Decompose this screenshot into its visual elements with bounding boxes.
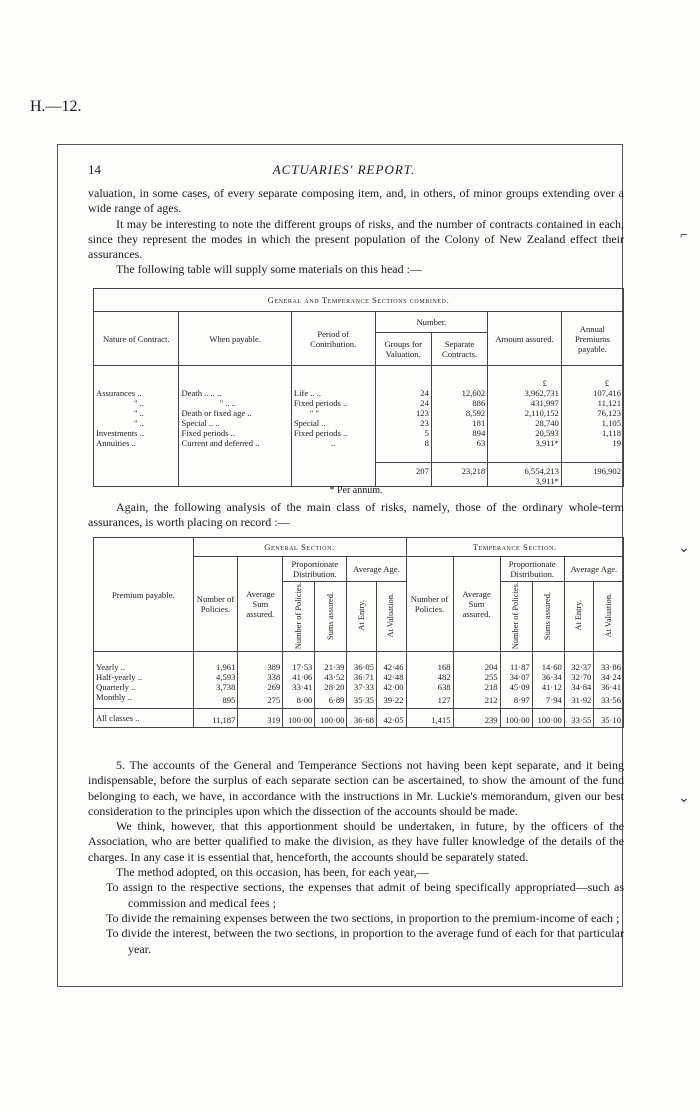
general-cell: 17·53 (283, 652, 315, 673)
total-groups: 207 (375, 462, 431, 486)
mid-paragraph: Again, the following analysis of the main class of risks, namely, those of the ordinary whole-term assurances, is worth placing on record :— (88, 500, 624, 530)
cell-groups: 5 (375, 428, 431, 438)
cell-when: Special .. .. (179, 418, 291, 428)
cell-amount: 431,997 (488, 398, 562, 408)
temperance-cell: 218 (453, 682, 500, 692)
row-label: Half-yearly .. (96, 672, 143, 683)
temperance-cell: 31·92 (564, 692, 594, 709)
table-row (94, 652, 624, 673)
temperance-cell: 33·56 (594, 692, 624, 709)
cell-period: Special .. (291, 418, 375, 428)
cell-groups: 24 (375, 388, 431, 398)
general-cell: 1,961 (193, 652, 238, 673)
col-header-premium: Premium payable. (94, 538, 194, 652)
general-cell: 275 (238, 692, 283, 709)
col-header-number: Number of Policies. (406, 557, 453, 652)
cell-nature: Annuities .. (96, 438, 136, 448)
margin-mark: ⌄ (678, 791, 690, 806)
temperance-cell: 212 (453, 692, 500, 709)
total-premium: 196,902 (561, 462, 623, 486)
table-row (94, 682, 624, 692)
col-header-nature: Nature of Contract. (94, 312, 179, 366)
col-header-average: Average Sum assured. (238, 557, 283, 652)
table-row (94, 398, 624, 408)
temperance-cell: 33·55 (564, 709, 594, 728)
temperance-cell: 34·07 (500, 672, 532, 682)
col-header-age: Average Age. (564, 557, 623, 582)
sub-header-valuation: At Valuation. (386, 593, 396, 638)
row-label: Quarterly .. (96, 682, 136, 693)
total-amount: 6,554,213 (524, 465, 559, 476)
list-item: To divide the remaining expenses between the two sections, in proportion to the premium-income of each ; (106, 910, 620, 925)
general-cell: 35·35 (347, 692, 377, 709)
temperance-cell: 45·09 (500, 682, 532, 692)
general-cell: 43·52 (315, 672, 347, 682)
general-cell: 28·20 (315, 682, 347, 692)
footnote: * Per annum. (329, 485, 383, 496)
margin-mark: ⌐ (680, 228, 688, 243)
cell-groups: 24 (375, 398, 431, 408)
list-item: To assign to the respective sections, the expenses that admit of being specifically appropriated—such as commission and medical fees ; (106, 880, 624, 910)
cell-amount: 3,962,731 (488, 388, 562, 398)
sub-header-policies: Number of Policies. (511, 582, 521, 650)
analysis-table (93, 537, 624, 728)
table-row (94, 438, 624, 462)
temperance-cell: 239 (453, 709, 500, 728)
cell-nature: Investments .. (96, 428, 144, 438)
col-header-when: When payable. (179, 312, 291, 366)
table-row (94, 672, 624, 682)
general-cell: 6·89 (315, 692, 347, 709)
cell-nature: Assurances .. (96, 388, 142, 398)
sub-header-valuation: At Valuation. (603, 593, 613, 638)
total-annuity: 3,911* (535, 475, 559, 486)
sub-header-sums: Sums assured. (543, 591, 553, 640)
cell-when: Fixed periods .. (179, 428, 291, 438)
general-cell: 36·68 (347, 709, 377, 728)
cell-amount: 3,911* (488, 438, 562, 462)
currency-symbol: £ (561, 366, 623, 389)
general-cell: 36·71 (347, 672, 377, 682)
table-row (94, 418, 624, 428)
currency-symbol: £ (488, 366, 562, 389)
cell-groups: 8 (375, 438, 431, 462)
general-section-header: General Section. (193, 538, 406, 557)
cell-when: " .. .. (179, 398, 291, 408)
body-paragraph: We think, however, that this apportionment should be undertaken, in future, by the officers of the Association, who are better qualified to make the division, as they have fuller knowledge of the details of the charges. In any case it is essential that, henceforth, the accounts should be separately stated. (88, 819, 624, 864)
cell-separate: 894 (431, 428, 487, 438)
contracts-table (93, 288, 624, 487)
temperance-cell: 168 (406, 652, 453, 673)
cell-nature: " .. (134, 398, 144, 408)
running-title: ACTUARIES' REPORT. (272, 162, 416, 177)
intro-paragraph: It may be interesting to note the different groups of risks, and the number of contracts contained in each, since they represent the modes in which the present population of the Colony of New Zealand effect their assurances. (88, 216, 624, 262)
cell-amount: 2,110,152 (488, 408, 562, 418)
general-cell: 100·00 (315, 709, 347, 728)
table-row (94, 388, 624, 398)
temperance-cell: 8·97 (500, 692, 532, 709)
general-cell: 41·06 (283, 672, 315, 682)
general-cell: 42·00 (376, 682, 406, 692)
document-reference: H.—12. (30, 98, 82, 115)
col-header-separate: Separate Contracts. (431, 333, 487, 366)
cell-separate: 181 (431, 418, 487, 428)
cell-separate: 63 (431, 438, 487, 462)
cell-premium: 1,105 (561, 418, 623, 428)
temperance-cell: 255 (453, 672, 500, 682)
general-cell: 37·33 (347, 682, 377, 692)
temperance-cell: 638 (406, 682, 453, 692)
cell-premium: 107,416 (561, 388, 623, 398)
cell-period: " " (291, 408, 375, 418)
cell-separate: 886 (431, 398, 487, 408)
cell-period: Fixed periods .. (291, 428, 375, 438)
temperance-cell: 14·60 (532, 652, 564, 673)
page-number: 14 (88, 162, 101, 177)
table-row (94, 692, 624, 709)
cell-amount: 20,593 (488, 428, 562, 438)
cell-period: .. (291, 438, 375, 462)
body-text (88, 758, 624, 957)
general-cell: 36·05 (347, 652, 377, 673)
col-header-proportionate: Proportionate Distribution. (283, 557, 347, 582)
table-row (94, 408, 624, 418)
general-cell: 21·39 (315, 652, 347, 673)
sub-header-policies: Number of Policies. (293, 582, 303, 650)
col-header-premiums: Annual Premiums payable. (561, 312, 623, 366)
temperance-cell: 127 (406, 692, 453, 709)
intro-paragraph: valuation, in some cases, of every separate composing item, and, in others, of minor groups extending over a wide range of ages. (88, 186, 624, 216)
cell-groups: 23 (375, 418, 431, 428)
table-row (94, 428, 624, 438)
general-cell: 338 (238, 672, 283, 682)
col-header-number: Number. (375, 312, 488, 333)
cell-premium: 1,118 (561, 428, 623, 438)
temperance-section-header: Temperance Section. (406, 538, 623, 557)
general-cell: 3,738 (193, 682, 238, 692)
row-label: All classes .. (94, 709, 194, 728)
col-header-amount: Amount assured. (488, 312, 562, 366)
temperance-cell: 1,415 (406, 709, 453, 728)
temperance-cell: 36·41 (594, 682, 624, 692)
general-cell: 389 (238, 652, 283, 673)
intro-text (88, 186, 624, 278)
temperance-cell: 32·70 (564, 672, 594, 682)
cell-nature: " .. (134, 408, 144, 418)
intro-paragraph: The following table will supply some materials on this head :— (116, 262, 422, 277)
body-paragraph: 5. The accounts of the General and Temperance Sections not having been kept separate, and it being indispensable, before the surplus of each separate section can be ascertained, to show the amount of the fund belonging to each, we have, in accordance with the instructions in Mr. Luckie's memorandum, given our best consideration to the principles upon which the dissection of the accounts should be made. (88, 758, 624, 818)
cell-period: Life .. .. (291, 388, 375, 398)
temperance-cell: 204 (453, 652, 500, 673)
col-header-groups: Groups for Valuation. (375, 333, 431, 366)
general-cell: 8·00 (283, 692, 315, 709)
total-separate: 23,218 (431, 462, 487, 486)
cell-separate: 12,602 (431, 388, 487, 398)
col-header-age: Average Age. (347, 557, 406, 582)
temperance-cell: 35·10 (594, 709, 624, 728)
temperance-cell: 41·12 (532, 682, 564, 692)
temperance-cell: 11·87 (500, 652, 532, 673)
temperance-cell: 482 (406, 672, 453, 682)
general-cell: 4,593 (193, 672, 238, 682)
general-cell: 42·46 (376, 652, 406, 673)
totals-row (94, 462, 624, 486)
temperance-cell: 32·37 (564, 652, 594, 673)
sub-header-entry: At Entry. (574, 600, 584, 631)
general-cell: 42·05 (376, 709, 406, 728)
general-cell: 319 (238, 709, 283, 728)
cell-amount: 28,740 (488, 418, 562, 428)
body-paragraph: The method adopted, on this occasion, has been, for each year,— (116, 865, 429, 880)
col-header-number: Number of Policies. (193, 557, 238, 652)
temperance-cell: 34·24 (594, 672, 624, 682)
sub-header-sums: Sums assured. (325, 591, 335, 640)
cell-when: Death .. .. .. (179, 388, 291, 398)
sub-header-entry: At Entry. (356, 600, 366, 631)
general-cell: 11,187 (193, 709, 238, 728)
general-cell: 269 (238, 682, 283, 692)
general-cell: 39·22 (376, 692, 406, 709)
temperance-cell: 7·94 (532, 692, 564, 709)
totals-row (94, 709, 624, 728)
temperance-cell: 34·84 (564, 682, 594, 692)
temperance-cell: 100·00 (532, 709, 564, 728)
cell-premium: 11,121 (561, 398, 623, 408)
row-label: Monthly .. (96, 692, 133, 703)
temperance-cell: 33·86 (594, 652, 624, 673)
row-label: Yearly .. (96, 662, 125, 673)
table-caption: General and Temperance Sections combined. (94, 289, 624, 312)
cell-premium: 19 (561, 438, 623, 462)
cell-groups: 123 (375, 408, 431, 418)
general-cell: 895 (193, 692, 238, 709)
temperance-cell: 36·34 (532, 672, 564, 682)
list-item: To divide the interest, between the two sections, in proportion to the average fund of each for that particular year. (106, 926, 624, 956)
cell-premium: 76,123 (561, 408, 623, 418)
general-cell: 100·00 (283, 709, 315, 728)
temperance-cell: 100·00 (500, 709, 532, 728)
cell-separate: 8,592 (431, 408, 487, 418)
cell-nature: " .. (134, 418, 144, 428)
col-header-proportionate: Proportionate Distribution. (500, 557, 564, 582)
col-header-period: Period of Contribution. (291, 312, 375, 366)
cell-when: Death or fixed age .. (179, 408, 291, 418)
cell-when: Current and deferred .. (179, 438, 291, 462)
margin-mark: ⌄ (678, 541, 690, 556)
cell-period: Fixed periods .. (291, 398, 375, 408)
general-cell: 42·48 (376, 672, 406, 682)
general-cell: 33·41 (283, 682, 315, 692)
col-header-average: Average Sum assured. (453, 557, 500, 652)
